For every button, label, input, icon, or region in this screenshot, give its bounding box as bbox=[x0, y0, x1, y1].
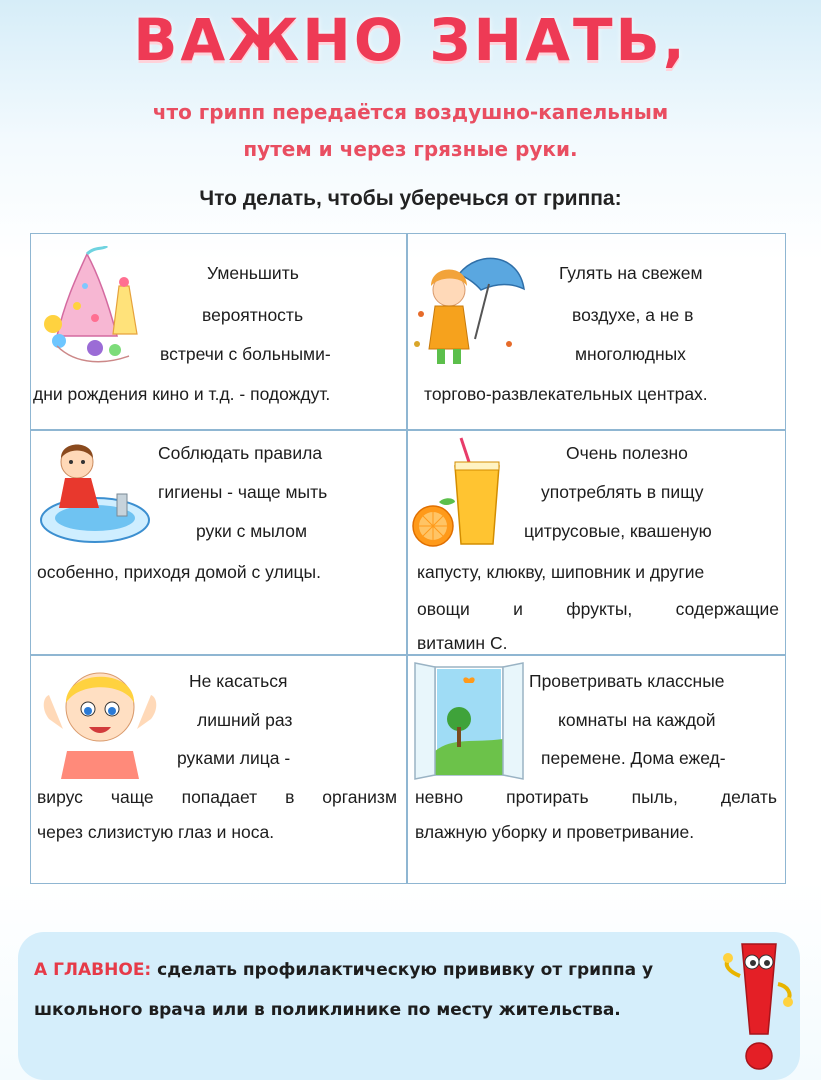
tip-2-line-3: многолюдных bbox=[575, 344, 686, 364]
tip-1-line-3: встречи с больными- bbox=[160, 344, 331, 364]
main-advice-body: сделать профилактическую прививку от гриппа у школьного врача или в поликлинике по месту жительства. bbox=[34, 960, 654, 1020]
tip-card-face bbox=[31, 655, 406, 883]
exclamation-mascot-icon bbox=[718, 936, 798, 1076]
main-advice-lead: А ГЛАВНОЕ: bbox=[34, 960, 152, 980]
tip-6-line-1: Проветривать классные bbox=[529, 671, 725, 691]
tip-1-line-4: дни рождения кино и т.д. - подождут. bbox=[33, 384, 331, 404]
child-face-icon bbox=[39, 659, 161, 783]
tip-3-line-1: Соблюдать правила bbox=[158, 443, 323, 463]
tip-6-word: делать bbox=[720, 787, 777, 807]
tip-3-line-2: гигиены - чаще мыть bbox=[158, 482, 328, 502]
tip-4-line-5 bbox=[417, 599, 779, 620]
boy-washing-hands-icon bbox=[37, 432, 157, 552]
tip-4-line-1: Очень полезно bbox=[566, 443, 688, 463]
tip-card-citrus bbox=[407, 430, 786, 654]
tip-1-line-1: Уменьшить bbox=[207, 263, 299, 283]
page-title: ВАЖНО ЗНАТЬ, bbox=[133, 6, 688, 74]
tip-5-line-3: руками лица - bbox=[177, 748, 291, 768]
tip-4-line-4: капусту, клюкву, шиповник и другие bbox=[417, 562, 705, 582]
tip-3-line-3: руки с мылом bbox=[196, 521, 307, 541]
tip-card-hygiene bbox=[31, 430, 406, 654]
tip-1-line-2: вероятность bbox=[202, 305, 304, 325]
girl-umbrella-icon bbox=[409, 244, 527, 374]
tip-4-word: овощи bbox=[417, 599, 470, 619]
party-hat-icon bbox=[37, 246, 157, 371]
tip-5-line-1: Не касаться bbox=[189, 671, 288, 691]
main-advice-banner bbox=[18, 932, 800, 1080]
tip-5-line-4 bbox=[37, 787, 397, 808]
tip-5-word: попадает bbox=[181, 787, 258, 807]
tip-4-line-6: витамин С. bbox=[417, 633, 508, 653]
tip-5-line-2: лишний раз bbox=[197, 710, 293, 730]
tip-2-line-2: воздухе, а не в bbox=[572, 305, 694, 325]
section-heading: Что делать, чтобы уберечься от гриппа: bbox=[199, 187, 622, 210]
tip-5-line-5: через слизистую глаз и носа. bbox=[37, 822, 275, 842]
tip-6-word: протирать bbox=[506, 787, 589, 807]
tip-4-line-2: употреблять в пищу bbox=[541, 482, 704, 502]
tip-6-word: пыль, bbox=[631, 787, 678, 807]
tip-5-word: вирус bbox=[37, 787, 83, 807]
tip-6-word: невно bbox=[415, 787, 464, 807]
tip-6-line-5: влажную уборку и проветривание. bbox=[415, 822, 695, 842]
tip-card-fresh-air bbox=[407, 234, 786, 429]
subtitle-line-2: путем и через грязные руки. bbox=[243, 137, 578, 161]
tip-4-word: содержащие bbox=[675, 599, 779, 619]
tip-card-ventilation bbox=[407, 655, 786, 883]
tip-2-line-1: Гулять на свежем bbox=[559, 263, 703, 283]
tip-6-line-2: комнаты на каждой bbox=[558, 710, 716, 730]
juice-orange-icon bbox=[411, 436, 511, 548]
tip-5-word: организм bbox=[322, 787, 397, 807]
main-advice-text bbox=[34, 950, 714, 1030]
tip-4-word: фрукты, bbox=[566, 599, 633, 619]
subtitle-line-1: что грипп передаётся воздушно-капельным bbox=[152, 100, 669, 124]
tip-4-word: и bbox=[513, 599, 523, 619]
tip-2-line-4: торгово-развлекательных центрах. bbox=[424, 384, 708, 404]
tip-card-birthdays bbox=[31, 234, 406, 429]
tip-5-word: в bbox=[285, 787, 295, 807]
tip-6-line-3: перемене. Дома ежед- bbox=[541, 748, 726, 768]
tip-3-line-4: особенно, приходя домой с улицы. bbox=[37, 562, 321, 582]
tips-grid bbox=[30, 233, 786, 884]
tip-5-word: чаще bbox=[110, 787, 154, 807]
open-window-icon bbox=[413, 659, 525, 783]
tip-4-line-3: цитрусовые, квашеную bbox=[524, 521, 712, 541]
subtitle bbox=[60, 94, 761, 168]
tip-6-line-4 bbox=[415, 787, 777, 808]
